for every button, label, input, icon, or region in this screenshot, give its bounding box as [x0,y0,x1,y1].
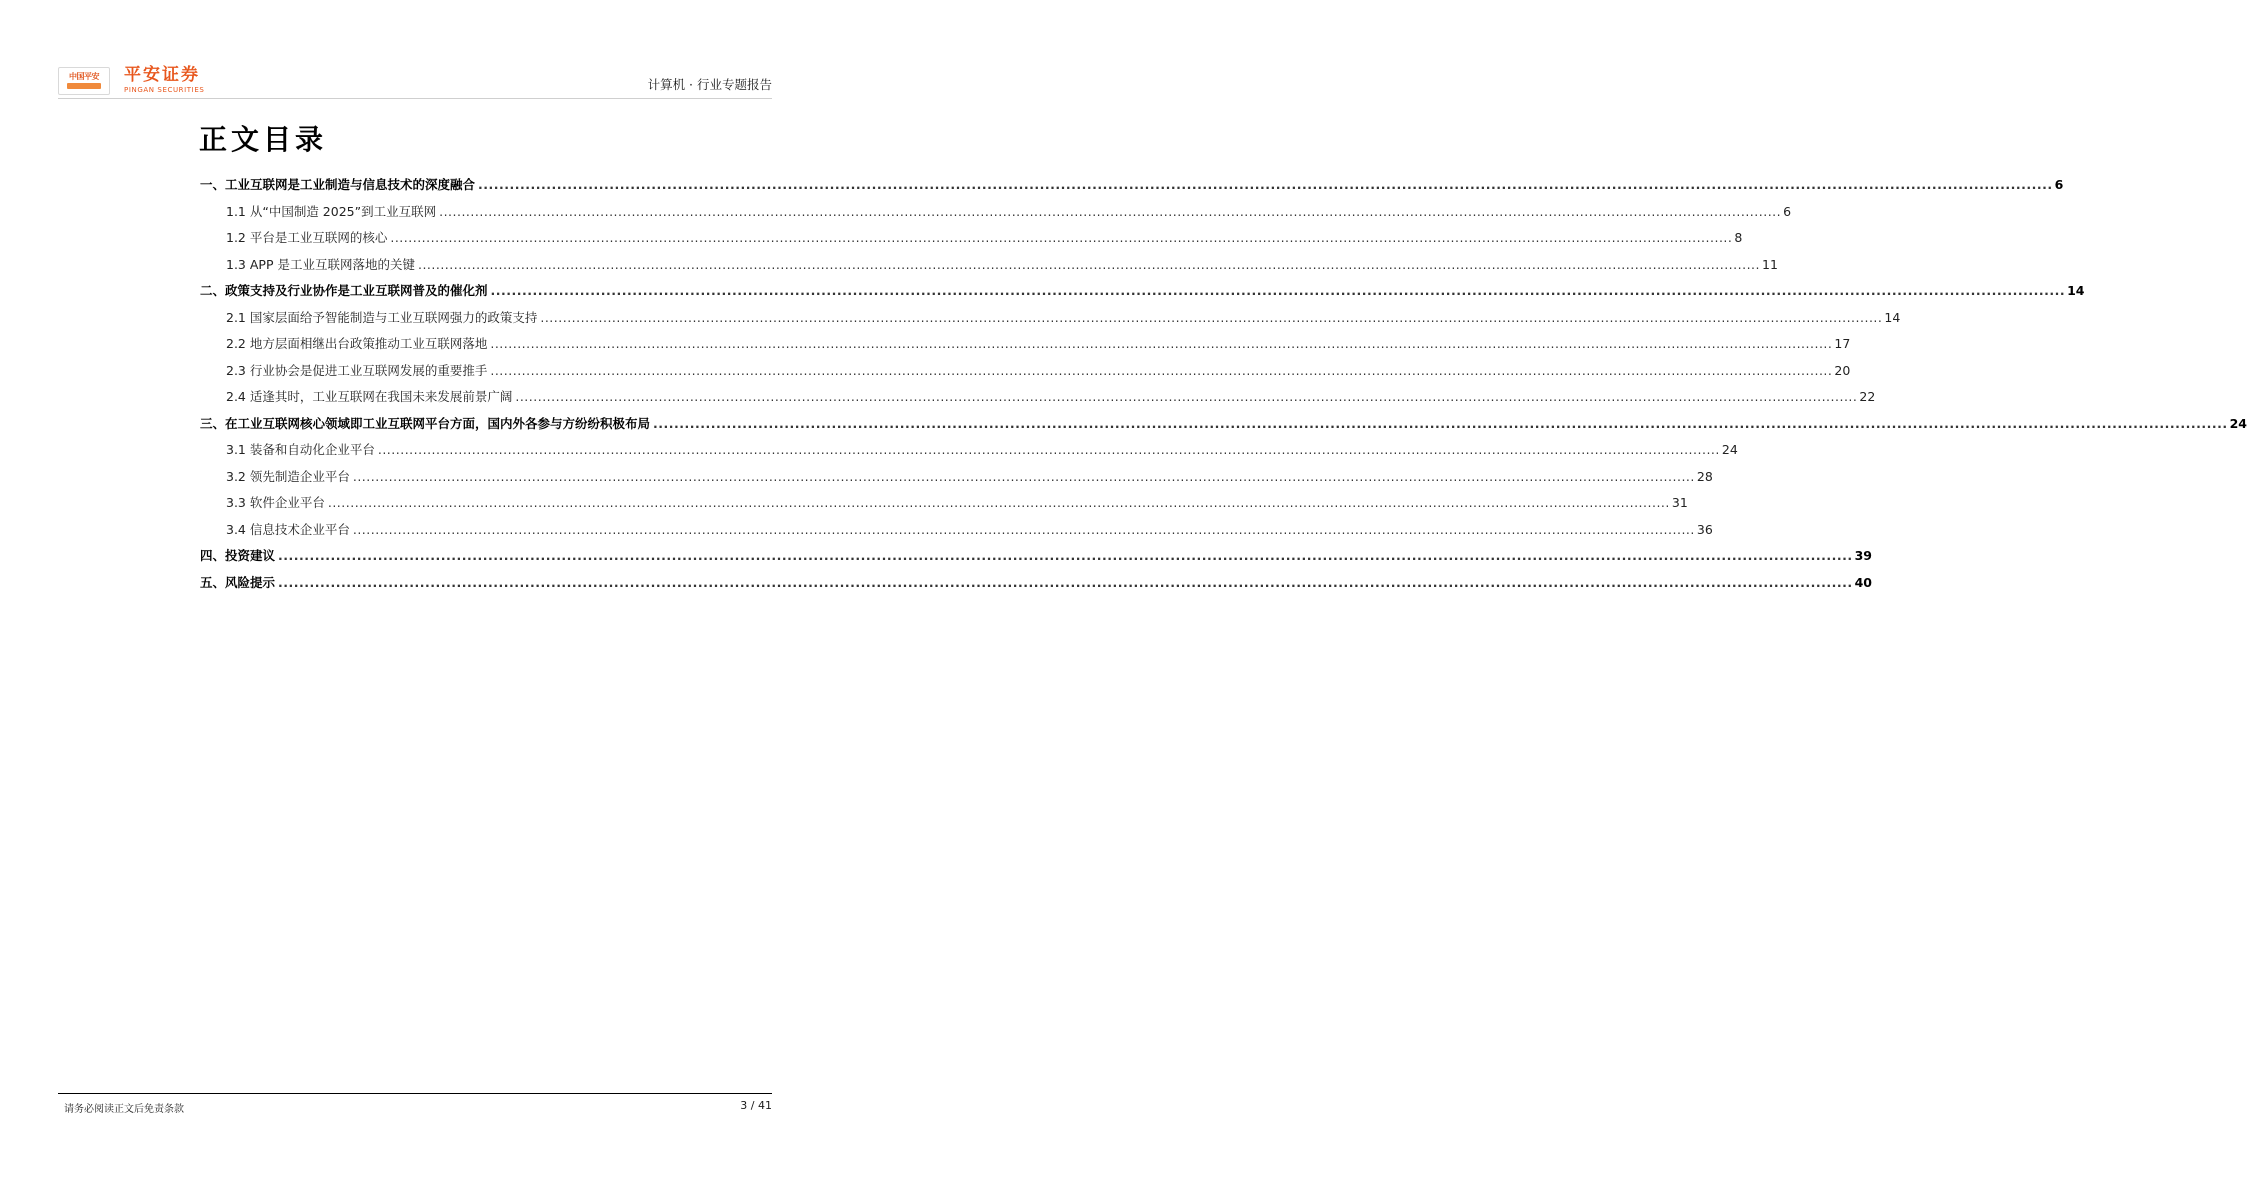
header-divider [58,98,772,99]
toc-entry-label: 3.2 领先制造企业平台 [226,468,350,484]
toc-subsection-entry[interactable] [200,493,1688,520]
toc-entry-label: 2.2 地方层面相继出台政策推动工业互联网落地 [226,336,488,351]
toc-dot-leader: ............................................................................................................................................................................................................................................................................................................ [490,283,2066,298]
toc-entry-page: 24 [1721,442,1738,457]
toc-dot-leader: ............................................................................................................................................................................................................................................................................................................ [417,256,1760,272]
toc-dot-leader: ............................................................................................................................................................................................................................................................................................................ [278,574,1853,590]
toc-entry-page: 24 [2229,415,2247,431]
toc-dot-leader: ............................................................................................................................................................................................................................................................................................................ [352,468,1695,484]
toc-section-entry[interactable] [200,414,2247,441]
toc-entry-label: 五、风险提示 [200,574,276,590]
toc-entry-label: 1.2 平台是工业互联网的核心 [226,230,388,245]
toc-dot-leader: ............................................................................................................................................................................................................................................................................................................ [352,521,1695,537]
toc-dot-leader: ............................................................................................................................................................................................................................................................................................................ [439,203,1782,219]
toc-dot-leader: ............................................................................................................................................................................................................................................................................................................ [515,389,1858,404]
toc-entry-page: 31 [1671,495,1688,510]
toc-entry-label: 二、政策支持及行业协作是工业互联网普及的催化剂 [200,283,488,298]
toc-entry-page: 11 [1762,256,1778,272]
toc-subsection-entry[interactable] [200,520,1713,547]
toc-entry-label: 2.3 行业协会是促进工业互联网发展的重要推手 [226,362,488,378]
pingan-logo [58,66,204,95]
toc-section-entry[interactable] [200,573,1872,600]
toc-dot-leader: ............................................................................................................................................................................................................................................................................................................ [377,442,1720,457]
toc-dot-leader: ............................................................................................................................................................................................................................................................................................................ [540,309,1883,325]
toc-entry-label: 2.4 适逢其时，工业互联网在我国未来发展前景广阔 [226,389,513,404]
toc-subsection-entry[interactable] [200,255,1778,282]
toc-entry-page: 8 [1734,230,1743,245]
toc-entry-label: 3.3 软件企业平台 [226,495,325,510]
toc-dot-leader: ............................................................................................................................................................................................................................................................................................................ [478,177,2053,192]
toc-entry-label: 1.3 APP 是工业互联网落地的关键 [226,256,415,272]
toc-subsection-entry[interactable] [200,334,1851,361]
toc-entry-label: 四、投资建议 [200,548,276,563]
toc-entry-label: 2.1 国家层面给予智能制造与工业互联网强力的政策支持 [226,309,538,325]
footer-divider [58,1093,772,1094]
footer-disclaimer: 请务必阅读正文后免责条款 [64,1104,184,1115]
seal-text: 中国平安 [69,72,99,81]
toc-entry-page: 14 [1884,309,1901,325]
toc-entry-page: 39 [1854,548,1872,563]
page-title: 正文目录 [199,123,328,156]
toc-entry-page: 36 [1696,521,1713,537]
toc-dot-leader: ............................................................................................................................................................................................................................................................................................................ [278,548,1853,563]
pingan-seal-icon [58,67,110,95]
toc-subsection-entry[interactable] [200,228,1743,255]
toc-dot-leader: ............................................................................................................................................................................................................................................................................................................ [490,336,1833,351]
toc-entry-page: 6 [2054,177,2064,192]
toc-section-entry[interactable] [200,281,2085,308]
table-of-contents [200,175,2247,599]
report-type: 计算机 · 行业专题报告 [647,77,772,92]
toc-subsection-entry[interactable] [200,361,1851,388]
toc-entry-page: 6 [1783,203,1792,219]
toc-entry-label: 1.1 从“中国制造 2025”到工业互联网 [226,203,437,219]
toc-subsection-entry[interactable] [200,387,1876,414]
toc-subsection-entry[interactable] [200,202,1792,229]
toc-section-entry[interactable] [200,546,1872,573]
toc-section-entry[interactable] [200,175,2064,202]
toc-dot-leader: ............................................................................................................................................................................................................................................................................................................ [653,415,2228,431]
toc-entry-label: 3.4 信息技术企业平台 [226,521,350,537]
toc-dot-leader: ............................................................................................................................................................................................................................................................................................................ [390,230,1733,245]
toc-subsection-entry[interactable] [200,308,1901,335]
brand-name-en: PINGAN SECURITIES [124,86,205,94]
toc-entry-label: 3.1 装备和自动化企业平台 [226,442,375,457]
page-number: 3 / 41 [740,1099,772,1112]
toc-subsection-entry[interactable] [200,467,1713,494]
page-header [58,66,772,98]
toc-entry-label: 三、在工业互联网核心领域即工业互联网平台方面，国内外各参与方纷纷积极布局 [200,415,651,431]
toc-entry-page: 40 [1854,574,1872,590]
toc-dot-leader: ............................................................................................................................................................................................................................................................................................................ [490,362,1833,378]
toc-entry-page: 22 [1859,389,1876,404]
brand-block [124,66,204,95]
toc-entry-page: 17 [1834,336,1851,351]
toc-entry-page: 14 [2067,283,2085,298]
toc-subsection-entry[interactable] [200,440,1738,467]
seal-bar [67,83,101,89]
toc-entry-page: 20 [1834,362,1851,378]
toc-entry-label: 一、工业互联网是工业制造与信息技术的深度融合 [200,177,476,192]
toc-entry-page: 28 [1696,468,1713,484]
brand-name-cn: 平安证券 [124,65,200,85]
toc-dot-leader: ............................................................................................................................................................................................................................................................................................................ [327,495,1670,510]
